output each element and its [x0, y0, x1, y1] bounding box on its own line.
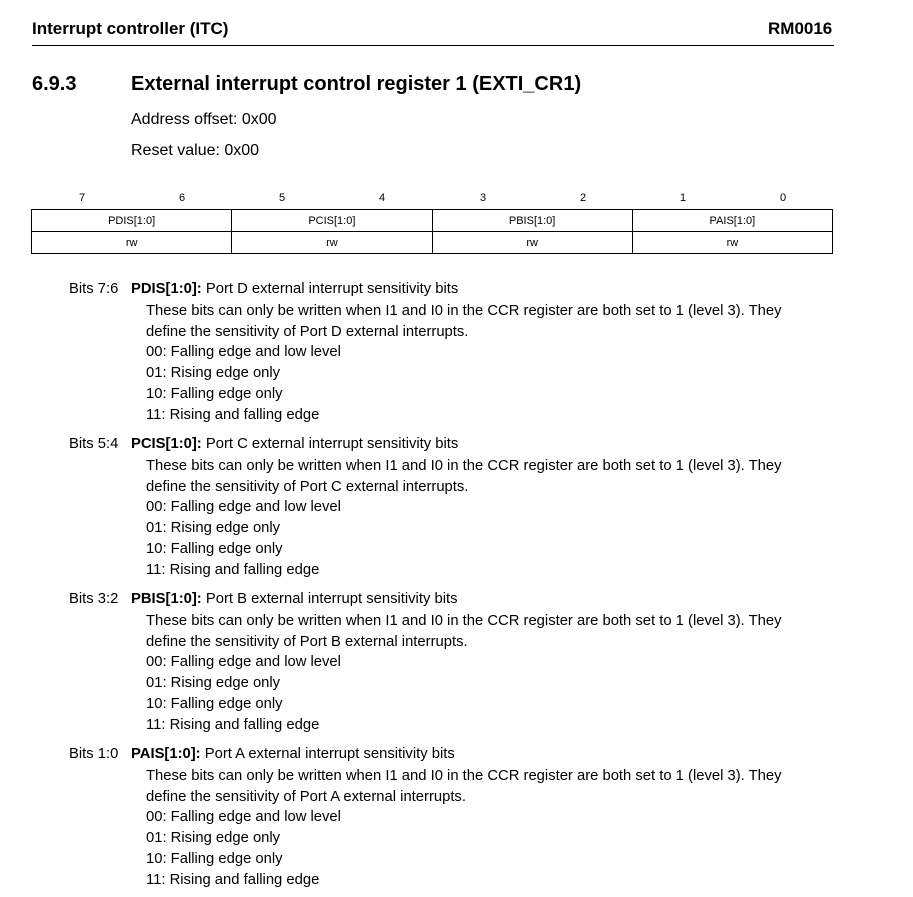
description-line: define the sensitivity of Port B external interrupts. [146, 633, 468, 650]
description-line: These bits can only be written when I1 and I0 in the CCR register are both set to 1 (level 3). They [146, 302, 782, 319]
running-header-doc-id: RM0016 [768, 19, 833, 38]
value-option: 01: Rising edge only [146, 830, 281, 847]
field-name: PCIS[1:0]: [131, 436, 202, 452]
description-line: define the sensitivity of Port C external interrupts. [146, 478, 469, 495]
field-name-row [32, 210, 833, 232]
bit-range: Bits 1:0 [69, 746, 119, 762]
value-option: 10: Falling edge only [146, 850, 283, 867]
description-line: define the sensitivity of Port D external interrupts. [146, 323, 469, 340]
value-option: 11: Rising and falling edge [146, 716, 320, 733]
access-cell: rw [232, 232, 432, 254]
value-option: 10: Falling edge only [146, 385, 283, 402]
description-body [146, 301, 849, 426]
header-rule [32, 45, 834, 46]
value-option: 00: Falling edge and low level [146, 499, 341, 516]
value-option: 01: Rising edge only [146, 365, 281, 382]
value-option: 01: Rising edge only [146, 675, 281, 692]
field-summary: Port C external interrupt sensitivity bits [205, 436, 459, 452]
value-option: 00: Falling edge and low level [146, 809, 341, 826]
field-name: PBIS[1:0]: [131, 591, 202, 607]
description-line: These bits can only be written when I1 and I0 in the CCR register are both set to 1 (level 3). They [146, 767, 782, 784]
bit-number: 7 [78, 192, 86, 204]
field-name-cell: PDIS[1:0] [32, 210, 232, 232]
bit-number: 1 [679, 192, 687, 204]
bit-number: 4 [378, 192, 386, 204]
value-option: 00: Falling edge and low level [146, 654, 341, 671]
description-line: These bits can only be written when I1 and I0 in the CCR register are both set to 1 (level 3). They [146, 612, 782, 629]
bit-description-pais [69, 744, 849, 891]
bit-range: Bits 3:2 [69, 591, 119, 607]
register-bitfield-table [31, 209, 833, 254]
description-line: define the sensitivity of Port A external interrupts. [146, 788, 466, 805]
value-option: 11: Rising and falling edge [146, 406, 320, 423]
access-row [32, 232, 833, 254]
bit-number: 2 [579, 192, 587, 204]
bit-number-row [32, 192, 832, 206]
description-line: These bits can only be written when I1 and I0 in the CCR register are both set to 1 (level 3). They [146, 457, 782, 474]
description-body [146, 456, 849, 581]
access-cell: rw [32, 232, 232, 254]
field-summary: Port D external interrupt sensitivity bits [205, 281, 459, 297]
section-number: 6.9.3 [32, 73, 77, 95]
bit-description-pdis [69, 279, 849, 426]
field-name: PAIS[1:0]: [131, 746, 201, 762]
bit-description-pcis [69, 434, 849, 581]
value-option: 11: Rising and falling edge [146, 561, 320, 578]
running-header-chapter: Interrupt controller (ITC) [32, 19, 229, 38]
field-summary: Port A external interrupt sensitivity bits [204, 746, 455, 762]
value-option: 00: Falling edge and low level [146, 344, 341, 361]
field-name: PDIS[1:0]: [131, 281, 202, 297]
bit-number: 6 [178, 192, 186, 204]
address-offset: Address offset: 0x00 [131, 111, 277, 128]
bit-number: 5 [278, 192, 286, 204]
access-cell: rw [432, 232, 632, 254]
value-option: 11: Rising and falling edge [146, 871, 320, 888]
description-body [146, 611, 849, 736]
section-title: External interrupt control register 1 (EXTI_CR1) [131, 73, 582, 95]
description-body [146, 766, 849, 891]
access-cell: rw [632, 232, 832, 254]
bit-description-pbis [69, 589, 849, 736]
bit-range: Bits 5:4 [69, 436, 119, 452]
value-option: 10: Falling edge only [146, 695, 283, 712]
field-name-cell: PCIS[1:0] [232, 210, 432, 232]
bit-number: 3 [479, 192, 487, 204]
value-option: 01: Rising edge only [146, 520, 281, 537]
reset-value: Reset value: 0x00 [131, 142, 260, 159]
field-summary: Port B external interrupt sensitivity bits [205, 591, 458, 607]
value-option: 10: Falling edge only [146, 540, 283, 557]
bit-number: 0 [779, 192, 787, 204]
field-name-cell: PBIS[1:0] [432, 210, 632, 232]
field-name-cell: PAIS[1:0] [632, 210, 832, 232]
bit-range: Bits 7:6 [69, 281, 119, 297]
